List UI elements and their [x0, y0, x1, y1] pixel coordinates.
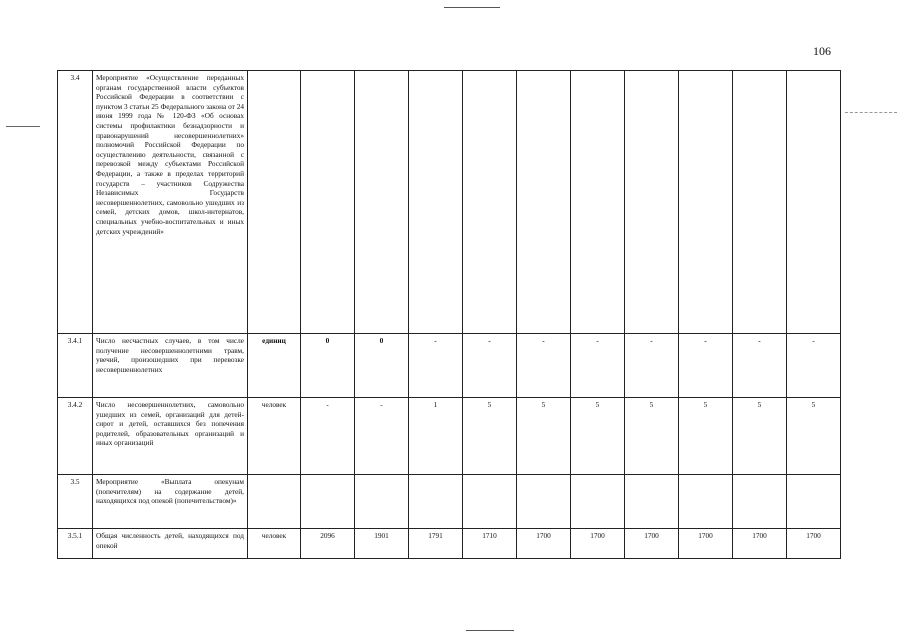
row-description: Общая численность детей, находящихся под опекой	[93, 529, 248, 559]
table-row	[58, 475, 841, 529]
value-cell: 1710	[463, 529, 517, 559]
left-margin-mark	[6, 126, 40, 127]
value-cell: 1700	[571, 529, 625, 559]
value-cell: 5	[517, 398, 571, 475]
value-cell: 1700	[625, 529, 679, 559]
page-number: 106	[813, 44, 831, 58]
value-cell: 1	[409, 398, 463, 475]
value-cell	[301, 475, 355, 529]
value-cell: 1901	[355, 529, 409, 559]
value-cell: -	[625, 334, 679, 398]
value-cell: -	[733, 334, 787, 398]
value-cell	[355, 475, 409, 529]
row-number: 3.5.1	[58, 529, 93, 559]
table-row	[58, 71, 841, 334]
row-number: 3.4	[58, 71, 93, 334]
row-unit: единиц	[248, 334, 301, 398]
value-cell: 1700	[517, 529, 571, 559]
value-cell	[463, 475, 517, 529]
table-row	[58, 529, 841, 559]
value-cell	[733, 71, 787, 334]
value-cell: -	[409, 334, 463, 398]
value-cell	[733, 475, 787, 529]
value-cell: -	[679, 334, 733, 398]
value-cell: -	[463, 334, 517, 398]
right-margin-mark	[845, 112, 897, 113]
value-cell: -	[355, 398, 409, 475]
value-cell: 0	[301, 334, 355, 398]
row-description: Мероприятие «Выплата опекунам (попечителям) на содержание детей, находящихся под опекой (попечительством)»	[93, 475, 248, 529]
value-cell	[571, 475, 625, 529]
value-cell	[787, 475, 841, 529]
value-cell	[679, 71, 733, 334]
value-cell: -	[787, 334, 841, 398]
row-unit: человек	[248, 529, 301, 559]
value-cell: 2096	[301, 529, 355, 559]
row-unit	[248, 71, 301, 334]
indicators-table	[57, 70, 841, 559]
row-number: 3.4.1	[58, 334, 93, 398]
table-row	[58, 334, 841, 398]
row-description: Мероприятие «Осуществление переданных органам государственной власти субъектов Российской Федерации в соответствии с пунктом 3 статьи 25 Федерального закона от 24 июня 1999 года № 120-ФЗ «Об основах системы профилактики безнадзорности и правонарушений несовершеннолетних» полномочий Российской Федерации по осуществлению деятельности, связанной с перевозкой между субъектами Российской Федерации, а также в пределах территорий государств – участников Содружества Независимых Государств несовершеннолетних, самовольно ушедших из семей, детских домов, школ-интернатов, специальных учебно-воспитательных и иных детских учреждений»	[93, 71, 248, 334]
bottom-rule	[466, 630, 514, 631]
table-row	[58, 398, 841, 475]
value-cell: 5	[625, 398, 679, 475]
value-cell	[409, 71, 463, 334]
value-cell	[571, 71, 625, 334]
value-cell: 1700	[733, 529, 787, 559]
value-cell: 5	[463, 398, 517, 475]
value-cell	[355, 71, 409, 334]
value-cell	[517, 71, 571, 334]
row-number: 3.5	[58, 475, 93, 529]
top-rule	[444, 7, 500, 8]
value-cell: -	[517, 334, 571, 398]
value-cell	[463, 71, 517, 334]
value-cell	[679, 475, 733, 529]
value-cell	[301, 71, 355, 334]
value-cell: 1700	[787, 529, 841, 559]
value-cell	[625, 71, 679, 334]
value-cell	[625, 475, 679, 529]
value-cell: 5	[733, 398, 787, 475]
row-number: 3.4.2	[58, 398, 93, 475]
value-cell: 0	[355, 334, 409, 398]
value-cell: 5	[571, 398, 625, 475]
value-cell: 5	[787, 398, 841, 475]
value-cell: 5	[679, 398, 733, 475]
value-cell: -	[301, 398, 355, 475]
row-description: Число несовершеннолетних, самовольно ушедших из семей, организаций для детей-сирот и детей, оставшихся без попечения родителей, образовательных организаций и иных организаций	[93, 398, 248, 475]
value-cell: 1791	[409, 529, 463, 559]
row-description: Число несчастных случаев, в том числе получение несовершеннолетними травм, увечий, произошедших при перевозке несовершеннолетних	[93, 334, 248, 398]
value-cell	[409, 475, 463, 529]
value-cell	[787, 71, 841, 334]
value-cell: -	[571, 334, 625, 398]
value-cell: 1700	[679, 529, 733, 559]
value-cell	[517, 475, 571, 529]
row-unit	[248, 475, 301, 529]
row-unit: человек	[248, 398, 301, 475]
